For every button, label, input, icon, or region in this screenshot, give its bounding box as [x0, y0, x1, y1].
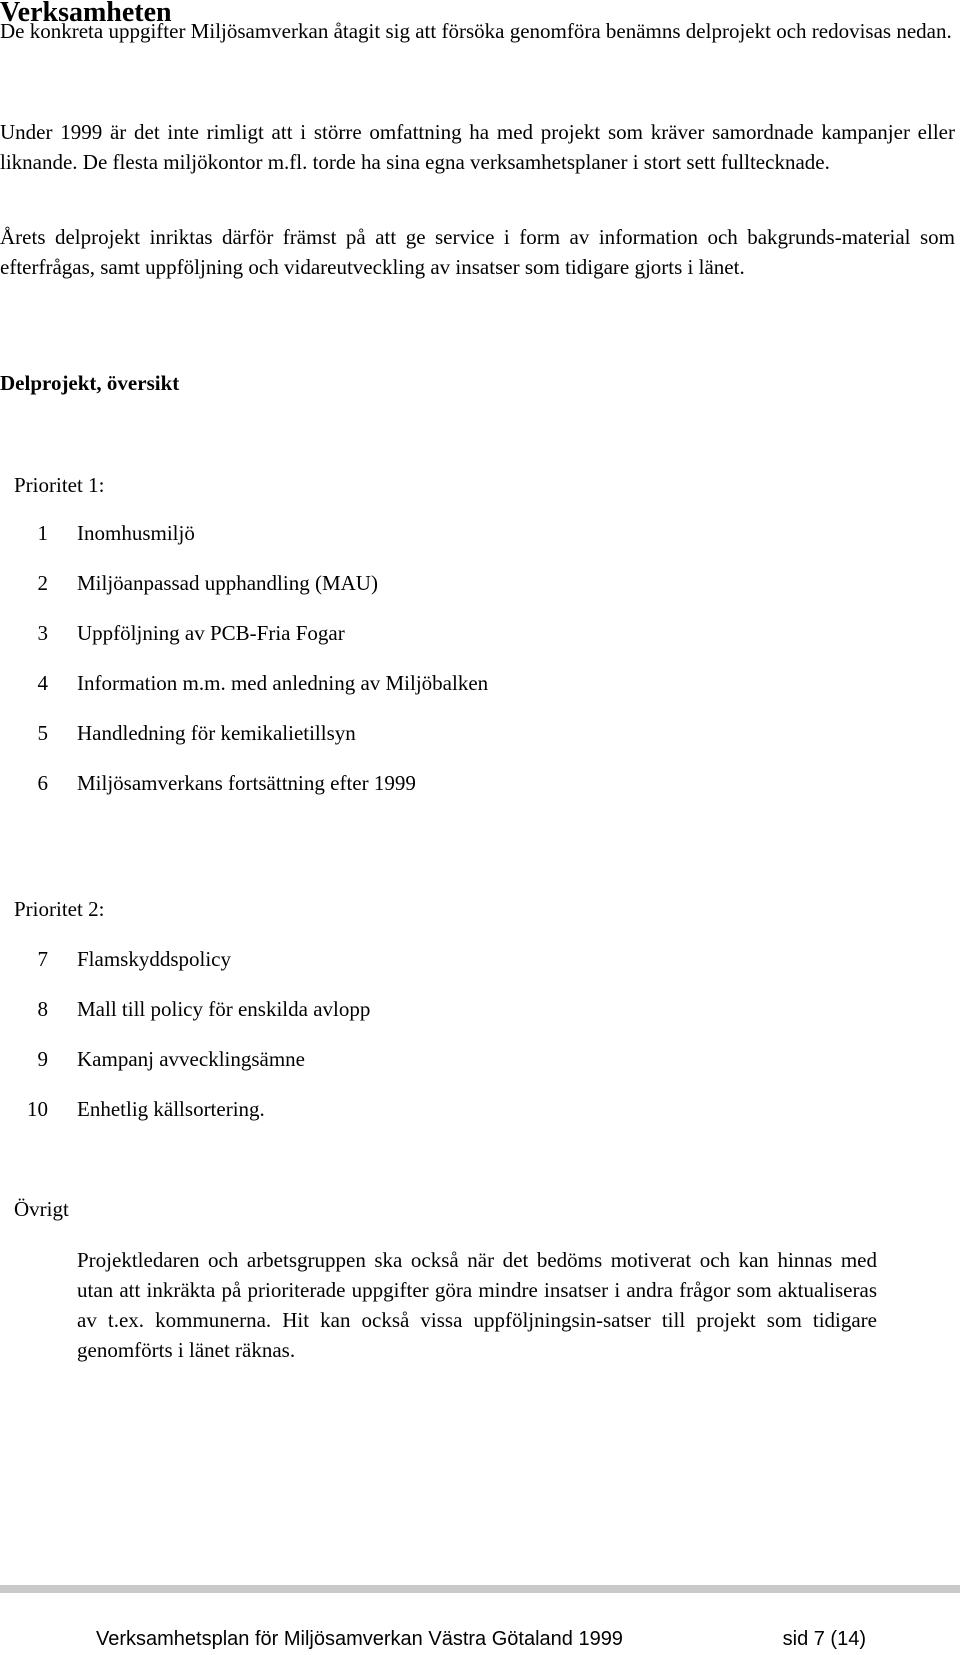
list-item-text: Mall till policy för enskilda avlopp: [77, 997, 371, 1021]
list-item-number: 6: [37, 771, 48, 795]
footer-document-title: Verksamhetsplan för Miljösamverkan Västra Götaland 1999: [96, 1628, 623, 1650]
footer-page-number: sid 7 (14): [782, 1628, 866, 1650]
list-item-text: Information m.m. med anledning av Miljöbalken: [77, 671, 489, 695]
list-item-number: 5: [37, 721, 48, 745]
list-item-text: Uppföljning av PCB-Fria Fogar: [77, 621, 345, 645]
list-item-text: Miljöanpassad upphandling (MAU): [77, 571, 378, 595]
page-title: Verksamheten: [0, 0, 172, 28]
list-item-text: Handledning för kemikalietillsyn: [77, 721, 356, 745]
list-item-text: Inomhusmiljö: [77, 521, 195, 545]
other-paragraph: Projektledaren och arbetsgruppen ska också när det bedöms motiverat och kan hinnas med utan att inkräkta på prioriterade uppgifter göra mindre insatser i andra frågor som aktualiseras av t.ex. kommunerna. Hit kan också vissa uppföljningsin-satser till projekt som tidigare genomförts i länet räknas.: [77, 1248, 877, 1362]
focus-paragraph: Årets delprojekt inriktas därför främst på att ge service i form av information och bakgrunds-material som efterfrågas, samt uppföljning och vidareutveckling av insatser som tidigare gjorts i länet.: [0, 225, 955, 279]
priority-1-label: Prioritet 1:: [14, 473, 105, 497]
overview-heading: Delprojekt, översikt: [0, 371, 180, 395]
list-item-text: Miljösamverkans fortsättning efter 1999: [77, 771, 416, 795]
intro-paragraph: De konkreta uppgifter Miljösamverkan åtagit sig att försöka genomföra benämns delprojekt och redovisas nedan.: [0, 19, 952, 43]
other-label: Övrigt: [14, 1197, 69, 1221]
list-item-number: 8: [37, 997, 48, 1021]
list-item-number: 9: [37, 1047, 48, 1071]
list-item-text: Kampanj avvecklingsämne: [77, 1047, 306, 1071]
list-item-number: 4: [37, 671, 48, 695]
footer-divider: [0, 1585, 960, 1593]
list-item-text: Flamskyddspolicy: [77, 947, 232, 971]
list-item-number: 1: [37, 521, 48, 545]
list-item-number: 2: [37, 571, 48, 595]
list-item-number: 7: [37, 947, 48, 971]
list-item-number: 10: [27, 1097, 48, 1121]
list-item-text: Enhetlig källsortering.: [77, 1097, 265, 1121]
priority-2-label: Prioritet 2:: [14, 897, 105, 921]
list-item-number: 3: [37, 621, 48, 645]
planning-paragraph: Under 1999 är det inte rimligt att i större omfattning ha med projekt som kräver samordnade kampanjer eller liknande. De flesta miljökontor m.fl. torde ha sina egna verksamhetsplaner i stort sett fulltecknade.: [0, 120, 955, 174]
